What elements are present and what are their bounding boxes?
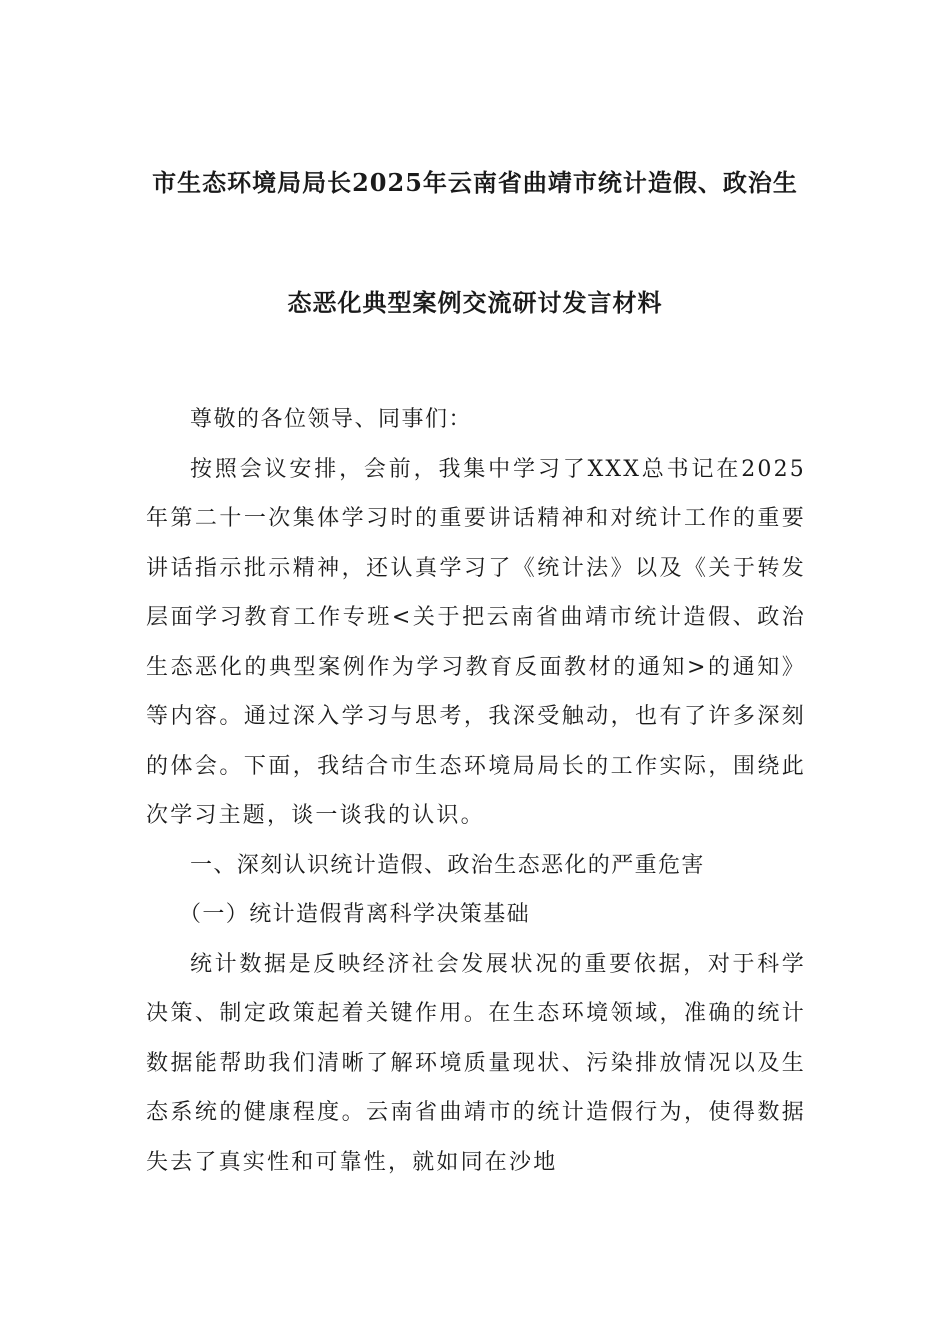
document-title-line-1: 市生态环境局局长2025年云南省曲靖市统计造假、政治生 — [152, 168, 798, 197]
salutation: 尊敬的各位领导、同事们： — [190, 407, 473, 432]
document-title-line-2: 态恶化典型案例交流研讨发言材料 — [287, 288, 663, 317]
subsection-paragraph-1: 统计数据是反映经济社会发展状况的重要依据，对于科学决策、制定政策起着关键作用。在生态环境领域，准确的统计数据能帮助我们清晰了解环境质量现状、污染排放情况以及生态系统的健康程度。云南省曲靖市的统计造假行为，使得数据失去了真实性和可靠性，就如同在沙地 — [146, 951, 806, 1175]
section-heading-1: 一、深刻认识统计造假、政治生态恶化的严重危害 — [190, 852, 705, 878]
intro-paragraph: 按照会议安排，会前，我集中学习了XXX总书记在2025年第二十一次集体学习时的重要讲话精神和对统计工作的重要讲话指示批示精神，还认真学习了《统计法》以及《关于转发层面学习教育工作专班<关于把云南省曲靖市统计造假、政治生态恶化的典型案例作为学习教育反面教材的通知>的通知》等内容。通过深入学习与思考，我深受触动，也有了许多深刻的体会。下面，我结合市生态环境局局长的工作实际，围绕此次学习主题，谈一谈我的认识。 — [146, 456, 806, 828]
document-body — [146, 395, 806, 1187]
subsection-heading-1: （一）统计造假背离科学决策基础 — [179, 902, 531, 927]
